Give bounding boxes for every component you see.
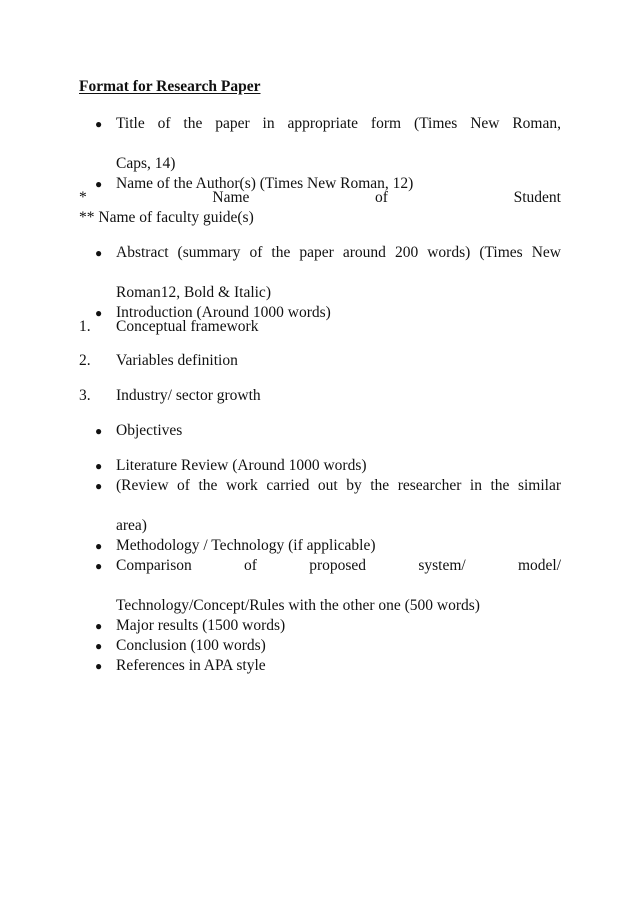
bullet-icon: ● (95, 539, 103, 553)
bullet-icon: ● (95, 246, 103, 260)
list-item-text: Objectives (116, 422, 183, 439)
numbered-item-text: Variables definition (116, 352, 238, 369)
faculty-guide-line: ** Name of faculty guide(s) (79, 209, 254, 226)
page-title: Format for Research Paper (79, 78, 261, 95)
list-item (0, 616, 561, 636)
list-item-text: Name of the Author(s) (Times New Roman, 12) (116, 175, 414, 192)
bullet-icon: ● (95, 639, 103, 653)
list-item-text: Methodology / Technology (if applicable) (116, 537, 376, 554)
list-item-text-cont: Roman12, Bold & Italic) (116, 284, 271, 301)
student-word: Student (513, 189, 561, 206)
list-item (0, 114, 561, 174)
bullet-icon: ● (95, 619, 103, 633)
list-item-text: Literature Review (Around 1000 words) (116, 457, 367, 474)
list-item (0, 243, 561, 303)
bullet-icon: ● (95, 659, 103, 673)
list-item (0, 556, 561, 616)
list-item-text: Abstract (summary of the paper around 200 words) (Times New (116, 244, 561, 261)
list-item-text: Introduction (Around 1000 words) (116, 304, 331, 321)
list-number: 3. (79, 387, 91, 404)
bullet-list-sections (0, 456, 638, 676)
bullet-list-author-info (0, 114, 638, 194)
of-word: of (375, 189, 388, 206)
list-item-text: Conclusion (100 words) (116, 637, 266, 654)
list-item-text-cont: Caps, 14) (116, 155, 176, 172)
list-item-text: Comparison of proposed system/ model/ (116, 557, 561, 574)
student-name-line (79, 188, 561, 208)
list-item-text: Title of the paper in appropriate form (Times New Roman, (116, 115, 561, 132)
list-item-text: (Review of the work carried out by the researcher in the similar (116, 477, 561, 494)
bullet-list-objectives (0, 421, 638, 441)
bullet-icon: ● (95, 117, 103, 131)
list-item-text-cont: Technology/Concept/Rules with the other one (500 words) (116, 597, 480, 614)
list-item (0, 536, 561, 556)
list-item (0, 476, 561, 536)
numbered-item-text: Conceptual framework (116, 318, 259, 335)
bullet-list-abstract (0, 243, 638, 323)
star-marker: * (79, 189, 87, 206)
bullet-icon: ● (95, 459, 103, 473)
list-item-text: References in APA style (116, 657, 266, 674)
list-item (0, 636, 561, 656)
bullet-icon: ● (95, 177, 103, 191)
name-word: Name (212, 189, 250, 206)
bullet-icon: ● (95, 479, 103, 493)
list-number: 1. (79, 318, 91, 335)
bullet-icon: ● (95, 424, 103, 438)
list-item-text: Major results (1500 words) (116, 617, 286, 634)
bullet-icon: ● (95, 306, 103, 320)
list-item (0, 421, 561, 441)
bullet-icon: ● (95, 559, 103, 573)
numbered-item-text: Industry/ sector growth (116, 387, 261, 404)
list-item (0, 656, 561, 676)
list-number: 2. (79, 352, 91, 369)
list-item (0, 456, 561, 476)
list-item-text-cont: area) (116, 517, 147, 534)
